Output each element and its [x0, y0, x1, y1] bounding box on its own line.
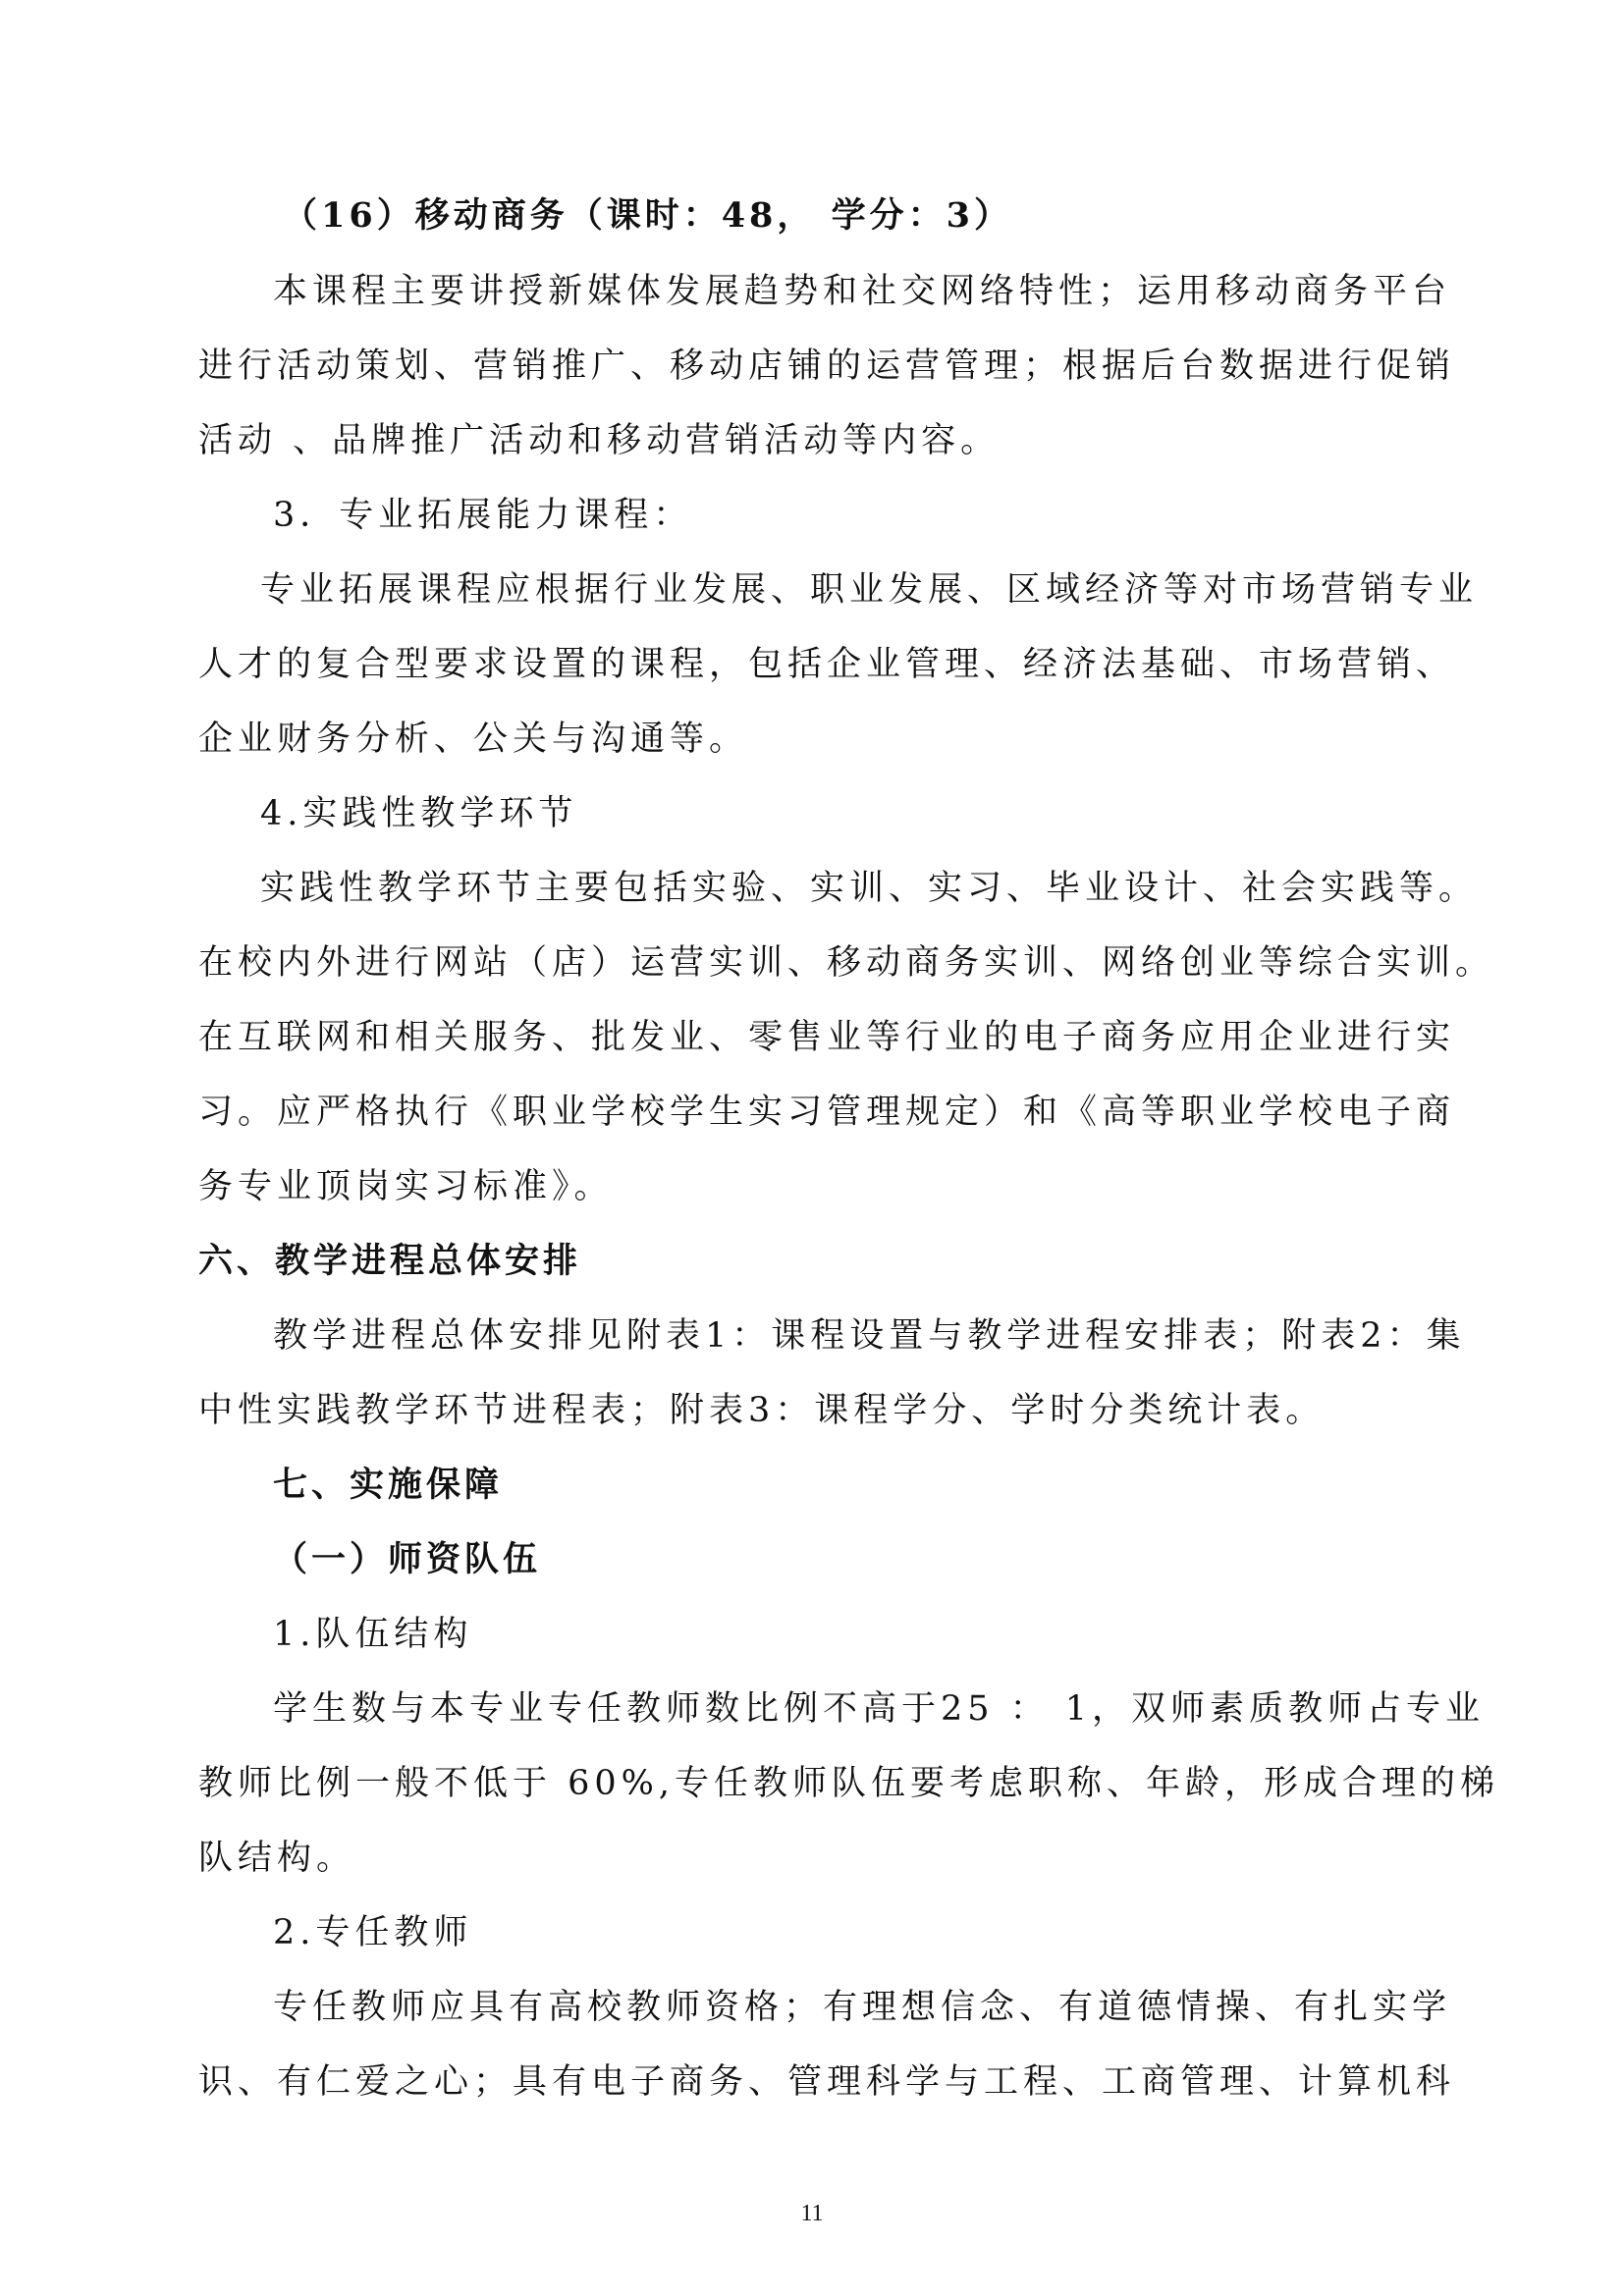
paragraph-line: 队结构。 — [198, 1839, 356, 1878]
paragraph-line: 专任教师应具有高校教师资格；有理想信念、有道德情操、有扎实学 — [273, 1988, 1452, 2027]
chapter-heading-schedule: 六、教学进程总体安排 — [198, 1241, 582, 1281]
paragraph-line: 进行活动策划、营销推广、移动店铺的运营管理；根据后台数据进行促销 — [198, 347, 1456, 386]
paragraph-line: 教学进程总体安排见附表1：课程设置与教学进程安排表；附表2：集 — [273, 1316, 1466, 1356]
paragraph-line: 企业财务分析、公关与沟通等。 — [198, 720, 749, 759]
paragraph-line: 活动 、品牌推广活动和移动营销活动等内容。 — [198, 421, 1001, 460]
paragraph-line: 专业拓展课程应根据行业发展、职业发展、区域经济等对市场营销专业 — [260, 570, 1479, 610]
paragraph-line: 教师比例一般不低于 60%,专任教师队伍要考虑职称、年龄，形成合理的梯 — [198, 1764, 1500, 1803]
paragraph-line: 在互联网和相关服务、批发业、零售业等行业的电子商务应用企业进行实 — [198, 1018, 1456, 1057]
paragraph-line: 务专业顶岗实习标准》。 — [198, 1167, 614, 1206]
item-heading-team-structure: 1.队伍结构 — [273, 1615, 473, 1654]
section-heading-extension-courses: 3．专业拓展能力课程： — [273, 496, 693, 535]
item-heading-full-time-teachers: 2.专任教师 — [273, 1913, 473, 1952]
paragraph-line: 习。应严格执行《职业学校学生实习管理规定）和《高等职业学校电子商 — [198, 1093, 1456, 1132]
paragraph-line: 实践性教学环节主要包括实验、实训、实习、毕业设计、社会实践等。 — [260, 869, 1479, 908]
chapter-heading-implementation: 七、实施保障 — [273, 1465, 504, 1505]
paragraph-line: 中性实践教学环节进程表；附表3：课程学分、学时分类统计表。 — [198, 1391, 1326, 1430]
course-heading-mobile-commerce: （16）移动商务（课时：48， 学分：3） — [283, 195, 1012, 236]
paragraph-line: 本课程主要讲授新媒体发展趋势和社交网络特性；运用移动商务平台 — [273, 272, 1452, 311]
paragraph-line: 人才的复合型要求设置的课程，包括企业管理、经济法基础、市场营销、 — [198, 645, 1456, 684]
page-number: 11 — [800, 2201, 824, 2226]
section-heading-practice: 4.实践性教学环节 — [260, 794, 578, 833]
paragraph-line: 在校内外进行网站（店）运营实训、移动商务实训、网络创业等综合实训。 — [198, 943, 1495, 983]
paragraph-line: 识、有仁爱之心；具有电子商务、管理科学与工程、工商管理、计算机科 — [198, 2062, 1456, 2102]
paragraph-line: 学生数与本专业专任教师数比例不高于25 ： 1，双师素质教师占专业 — [273, 1689, 1486, 1729]
subsection-heading-faculty: （一）师资队伍 — [273, 1539, 542, 1579]
